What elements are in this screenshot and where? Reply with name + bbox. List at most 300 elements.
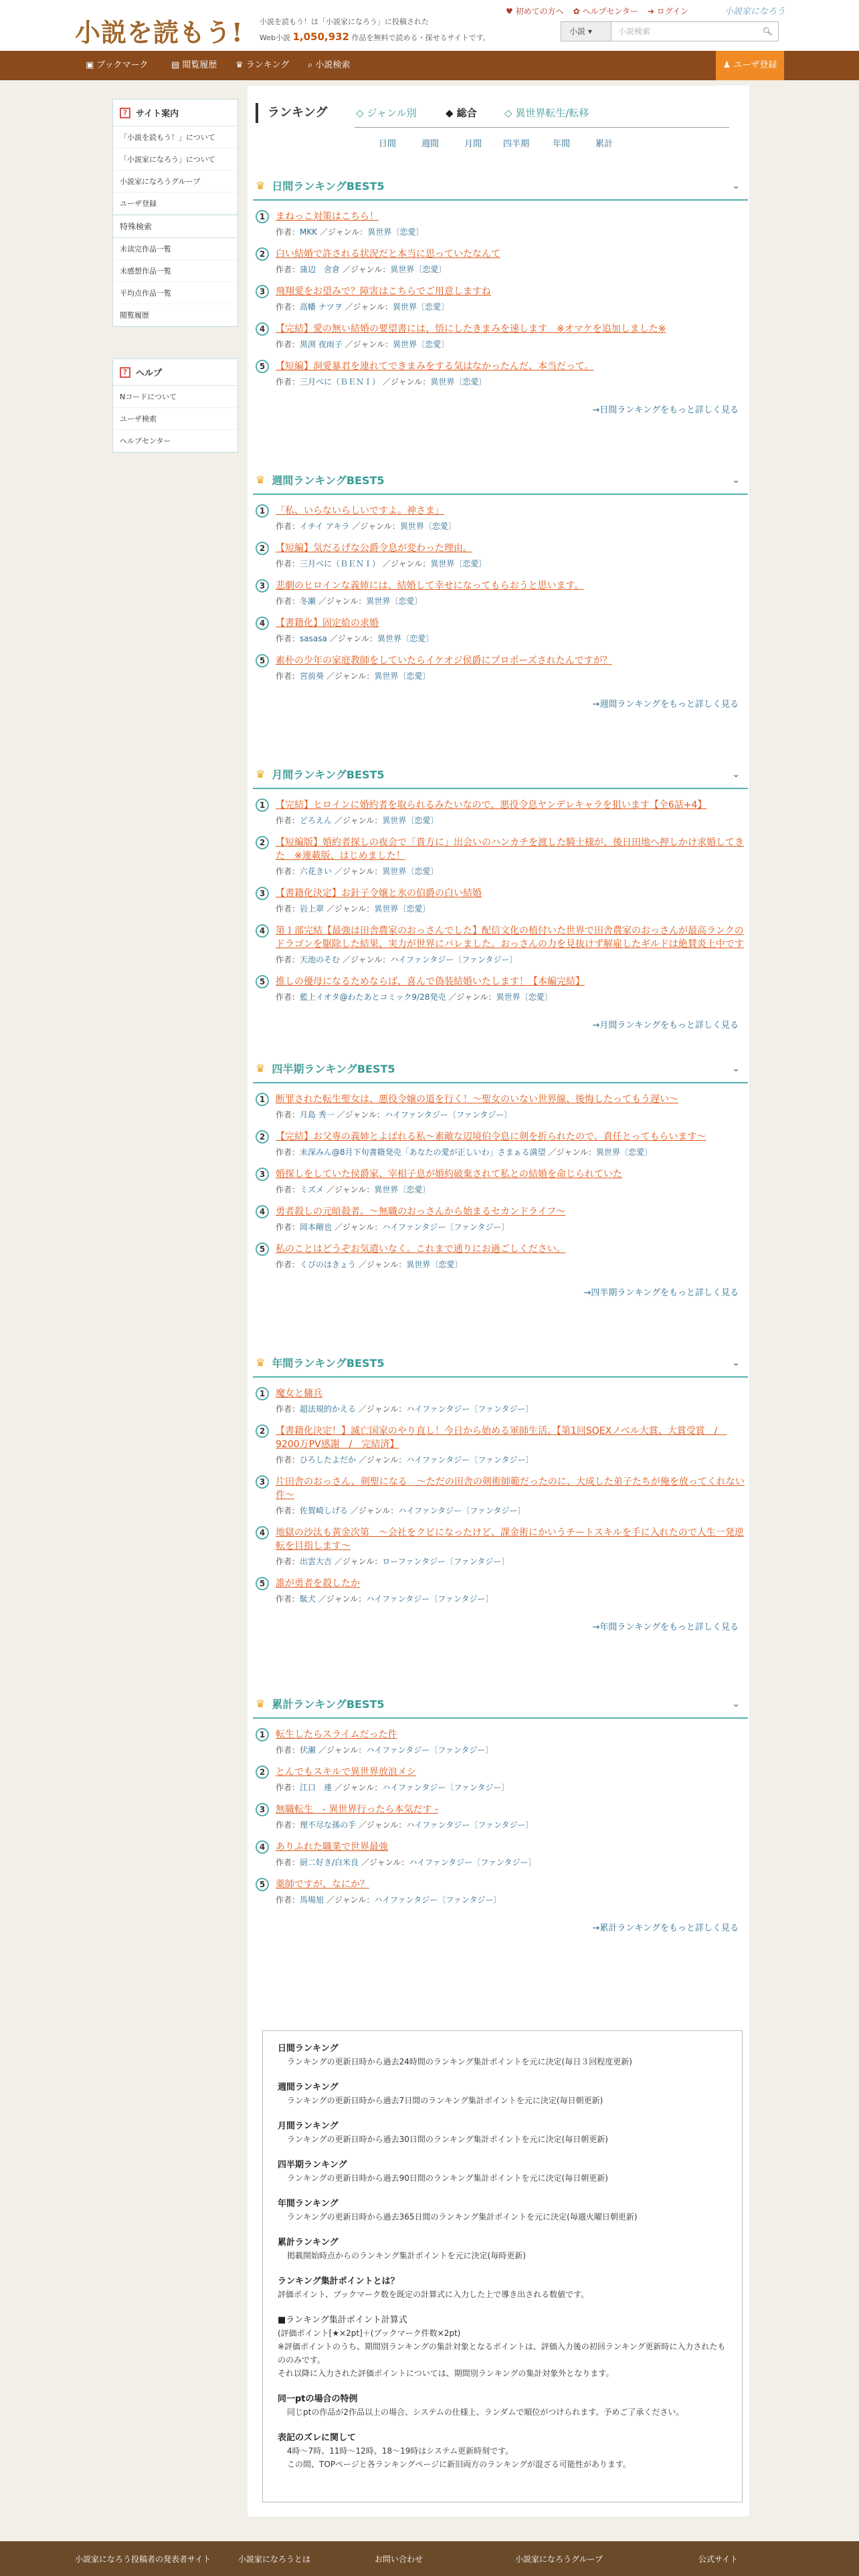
author-link[interactable]: 江口 連 [300,1783,332,1792]
author-link[interactable]: 未深みん@8月下旬書籍発売「あなたの愛が正しいわ」さまぁる満望 [300,1148,546,1157]
author-link[interactable]: MKK [300,227,318,237]
novel-title-link[interactable]: 【完結】愛の無い結婚の要望書には、悟にしたきまみを速します ※オマケを追加しました※ [276,324,666,334]
author-label: 作者： [276,377,300,387]
genre-label: ／ジャンル： [358,1404,407,1414]
note-heading: 表記のズレに関して [278,2433,357,2443]
rank-badge: 2 [256,1424,269,1438]
period-quarterly[interactable]: 四半期 [503,139,530,149]
novel-meta [276,903,748,915]
novel-title-link[interactable]: 転生したらスライムだった件 [276,1729,397,1740]
novel-title-link[interactable]: 「私、いらないらしいですよ。神さま」 [276,506,444,516]
novel-title-link[interactable]: 魔女と傭兵 [276,1388,322,1399]
genre-link[interactable]: ハイファンタジー〔ファンタジー〕 [385,1110,512,1119]
ranking-section [253,1348,748,1632]
sidebar-item[interactable]: ヘルプセンター [113,430,237,452]
rank-badge: 5 [256,360,269,373]
genre-link[interactable]: 異世界〔恋愛〕 [430,559,487,568]
section-title: 年間ランキングBEST5 [272,1356,385,1370]
nav-history[interactable]: ▤ 閲覧履歴 [171,60,217,70]
more-link[interactable]: →四半期ランキングをもっと詳しく見る [583,1288,739,1298]
rank-badge: 3 [256,1168,269,1181]
novel-title-link[interactable]: 【短編】気だるげな公爵令息が変わった理由。 [276,543,472,554]
author-link[interactable]: ミズメ [300,1185,324,1194]
novel-meta [276,865,748,877]
author-link[interactable]: 月島 秀一 [300,1110,335,1119]
tab-overall[interactable]: ◆ 総合 [446,107,477,119]
sidebar-item[interactable]: Nコードについて [113,386,237,408]
genre-link[interactable]: ハイファンタジー〔ファンタジー〕 [382,1783,510,1792]
author-link[interactable]: 駄犬 [300,1594,316,1604]
novel-title-link[interactable]: 第１部完結【最強は田舎農家のおっさんでした】配信文化の植付いた世界で田舎農家のおっさんが最高ランクのドラゴンを駆除した結果、実力が世界にバレました。おっさんの力を見抜けず解雇したギルドは絶賛炎上中です [276,926,744,950]
main-content [248,86,749,2516]
author-link[interactable]: どろえん [300,816,332,825]
genre-label: ／ジャンル： [382,559,431,568]
author-label: 作者： [276,1222,300,1232]
ranking-item [253,798,748,827]
novel-title-link[interactable]: 【書籍化決定】お針子令嬢と氷の伯爵の白い結婚 [276,888,482,899]
rank-badge: 5 [256,1243,269,1256]
sidebar-item[interactable]: ユーザ検索 [113,408,237,430]
novel-meta [276,520,748,532]
author-link[interactable]: 三月べに（ＢＥＮＩ） [300,377,381,387]
novel-meta [276,1259,748,1271]
novel-meta [276,1744,748,1756]
novel-title-link[interactable]: 【短編版】婚約者探しの夜会で「貴方に」出会いのハンカチを渡した騎士様が、後日田地へ押しかけ求婚してきた ※連載版、はじめました！ [276,837,744,861]
author-label: 作者： [276,992,300,1002]
rank-badge: 2 [256,247,269,261]
ranking-item [253,1168,748,1196]
narou-brand-link[interactable]: 小説家になろう [725,7,786,17]
sidebar-special-title: 特殊検索 [113,215,237,238]
author-label: 作者： [276,1455,300,1465]
tab-isekai[interactable]: ◇ 異世界転生/転移 [504,107,589,119]
note-text: ランキングの更新日時から過去90日間のランキング集計ポイントを元に決定(毎日朝更新) [287,2173,608,2183]
author-label: 作者： [276,340,300,349]
genre-link[interactable]: 異世界〔恋愛〕 [393,302,450,312]
novel-title-link[interactable]: 誰が勇者を殺したか [276,1578,360,1589]
rank-badge: 5 [256,975,269,988]
note-heading: 同一ptの場合の特例 [278,2394,358,2404]
author-link[interactable]: 宮前葵 [300,671,324,681]
author-label: 作者： [276,1594,300,1604]
genre-link[interactable]: ハイファンタジー〔ファンタジー〕 [398,1506,526,1515]
genre-link[interactable]: 異世界〔恋愛〕 [382,816,439,825]
ranking-section [253,760,748,1031]
sidebar-item[interactable]: 未读完作品一覧 [113,238,237,260]
genre-label: ／ジャンル： [342,955,391,964]
ranking-item [253,1093,748,1121]
ranking-item [253,1475,748,1517]
genre-label: ／ジャンル： [448,992,496,1002]
rank-badge: 1 [256,210,269,223]
novel-title-link[interactable]: 飛翔愛をお望みで？障害はこちらでご用意しますね [276,286,491,297]
genre-link[interactable]: 異世界〔恋愛〕 [496,992,553,1002]
novel-title-link[interactable]: 【短編】洞愛暴君を連れてできまみをする気はなかったんだ、本当だって。 [276,361,594,372]
genre-label: ／ジャンル： [361,1858,409,1867]
genre-label: ／ジャンル： [326,671,375,681]
sidebar-item[interactable]: 平均点作品一覧 [113,282,237,304]
genre-label: ／ジャンル： [329,634,378,643]
author-link[interactable]: 六花きい [300,867,332,876]
section-header [253,1054,748,1083]
genre-label: ／ジャンル： [345,340,393,349]
genre-link[interactable]: 異世界〔恋愛〕 [393,340,450,349]
tagline-pre: Web小説 [260,33,290,42]
ranking-item [253,360,748,388]
section-header [253,171,748,201]
genre-link[interactable]: 異世界〔恋愛〕 [406,1260,463,1269]
novel-title-link[interactable]: 【書籍化決定！】滅亡国家のやり直し！今日から始める軍師生活。【第1回SQEXノベル大賞、大賞受賞 / 9200万PV感謝 / 完結済】 [276,1426,727,1450]
genre-link[interactable]: ハイファンタジー〔ファンタジー〕 [390,955,518,964]
rank-badge: 2 [256,836,269,849]
period-yearly[interactable]: 年間 [553,139,571,149]
footer-link[interactable]: 公式サイト [698,2555,739,2564]
genre-label: ／ジャンル： [337,1110,385,1119]
novel-meta [276,1454,748,1466]
author-link[interactable]: 天池のそむ [300,955,341,964]
search-input[interactable]: 小説検索 🔍︎ [611,21,779,41]
novel-meta [276,633,748,645]
ranking-item [253,1728,748,1756]
novel-title-link[interactable]: 地獄の沙汰も黄金次第 ～会社をクビになったけど、課金術にかいうチートスキルを手に入れたので人生一発逆転を目指します～ [276,1527,744,1551]
section-title: 累計ランキングBEST5 [272,1697,385,1711]
more-link[interactable]: →日間ランキングをもっと詳しく見る [592,405,739,415]
ranking-item [253,1577,748,1605]
sidebar-item[interactable]: ユーザ登録 [113,193,237,215]
novel-meta [276,338,748,350]
note-heading: 月間ランキング [278,2121,339,2131]
novel-meta [276,1109,748,1121]
rank-badge: 2 [256,1130,269,1144]
header-links [506,5,688,17]
ranking-item [253,285,748,313]
ranking-item [253,210,748,238]
chevron-down-icon: ▾ [587,27,592,36]
author-link[interactable]: 厨二好き/白米良 [300,1858,359,1867]
ranking-section [253,171,748,415]
sidebar-guide [112,99,238,327]
genre-link[interactable]: 異世界〔恋愛〕 [390,265,447,274]
genre-link[interactable]: 異世界〔恋愛〕 [430,377,487,387]
tagline-post: 作品を無料で読める・探せるサイトです。 [351,33,490,42]
genre-link[interactable]: ハイファンタジー〔ファンタジー〕 [406,1455,534,1465]
author-link[interactable]: 蒲辺 舍倉 [300,265,341,274]
novel-meta [276,815,748,827]
author-label: 作者： [276,1745,300,1755]
section-header [253,465,748,495]
help-icon: ? [120,367,130,378]
author-link[interactable]: 冬瀬 [300,597,316,606]
genre-link[interactable]: 異世界〔恋愛〕 [377,634,434,643]
author-label: 作者： [276,1895,300,1905]
rank-badge: 4 [256,924,269,938]
note-heading: ランキング集計ポイントとは？ [278,2276,399,2286]
sidebar-item[interactable]: 閲覧履歴 [113,304,237,326]
genre-link[interactable]: ハイファンタジー〔ファンタジー〕 [409,1858,537,1867]
novel-meta [276,1894,748,1906]
novel-title-link[interactable]: 素朴の少年の家庭教師をしていたらイケオジ侯爵にプロポーズされたんですが？ [276,655,612,666]
author-label: 作者： [276,904,300,914]
genre-link[interactable]: ハイファンタジー〔ファンタジー〕 [382,1222,510,1232]
chevron-down-icon[interactable]: ⌄ [732,1063,740,1074]
rank-badge: 5 [256,1878,269,1891]
footer-link[interactable]: 小説家になろうとは [238,2555,311,2564]
help-center-link[interactable]: ✿ ヘルプセンター [573,7,638,16]
chevron-down-icon[interactable]: ⌄ [732,181,740,191]
section-header [253,1348,748,1378]
more-link[interactable]: →累計ランキングをもっと詳しく見る [592,1923,739,1933]
author-label: 作者： [276,671,300,681]
footer-link[interactable]: 小説家になろうグループ [515,2555,603,2564]
genre-link[interactable]: ハイファンタジー〔ファンタジー〕 [374,1895,502,1905]
note-text: ランキングの更新日時から過去24時間のランキング集計ポイントを元に決定(毎日３回程度更新) [287,2057,632,2066]
novel-meta [276,1856,748,1868]
genre-label: ／ジャンル： [334,867,383,876]
genre-label: ／ジャンル： [334,1557,383,1566]
genre-label: ／ジャンル： [319,227,368,237]
ranking-section [253,1054,748,1298]
sidebar-help [112,358,238,453]
note-heading: 週間ランキング [278,2082,339,2092]
rank-badge: 4 [256,1205,269,1218]
rank-badge: 3 [256,1803,269,1816]
site-header [0,0,859,51]
author-link[interactable]: 藍上イオタ@わたあとコミック9/28発売 [300,992,446,1002]
author-label: 作者： [276,1820,300,1830]
crown-icon: ♛ [256,767,266,780]
novel-title-link[interactable]: 無職転生 - 異世界行ったら本気だす - [276,1804,439,1815]
rank-badge: 2 [256,1765,269,1779]
genre-link[interactable]: ハイファンタジー〔ファンタジー〕 [366,1745,494,1755]
ranking-item [253,504,748,532]
novel-title-link[interactable]: 断罪された転生聖女は、悪役令嬢の道を行く！～聖女のいない世界線、後悔したってもう遅い～ [276,1094,678,1105]
author-link[interactable]: ひろしたよだか [300,1455,357,1465]
novel-title-link[interactable]: まねっこ対策はこちら！ [276,211,379,222]
section-title: 四半期ランキングBEST5 [272,1062,395,1075]
rank-badge: 1 [256,798,269,812]
author-label: 作者： [276,1783,300,1792]
genre-label: ／ジャンル： [548,1148,596,1157]
site-logo[interactable]: 小説を読もう! [75,17,244,47]
first-time-link[interactable]: ♥ 初めての方へ [506,7,564,16]
author-label: 作者： [276,1148,300,1157]
ranking-item [253,322,748,350]
more-link[interactable]: →週間ランキングをもっと詳しく見る [592,700,739,710]
novel-title-link[interactable]: 婚探しをしていた侯爵家、宰相子息が婚約破棄されて私との結婚を命じられていた [276,1169,622,1180]
novel-meta [276,376,748,388]
novel-meta [276,1403,748,1415]
note-heading: 四半期ランキング [278,2160,347,2170]
novel-meta [276,1184,748,1196]
author-link[interactable]: 佐賀崎しげる [300,1506,349,1515]
author-link[interactable]: 三月べに（ＢＥＮＩ） [300,559,381,568]
author-link[interactable]: 出雲大吉 [300,1557,332,1566]
novel-meta [276,1555,748,1568]
chevron-down-icon[interactable]: ⌄ [732,769,740,780]
sidebar-item[interactable]: 小説家になろうグループ [113,171,237,193]
search-type-select[interactable]: 小説 ▾ [561,21,611,41]
note-text: ランキングの更新日時から過去7日間のランキング集計ポイントを元に決定(毎日朝更新) [287,2096,603,2105]
genre-link[interactable]: 異世界〔恋愛〕 [382,867,439,876]
author-link[interactable]: 馬場旭 [300,1895,324,1905]
novel-meta [276,991,748,1003]
author-link[interactable]: 高幡 ナツヲ [300,302,343,312]
sidebar-item[interactable]: 未感想作品一覧 [113,260,237,282]
sidebar-item[interactable]: 「小説を読もう！」について [113,126,237,148]
ranking-notes [262,2030,743,2502]
genre-label: ／ジャンル： [358,1455,407,1465]
genre-link[interactable]: 異世界〔恋愛〕 [374,671,431,681]
novel-title-link[interactable]: とんでもスキルで異世界放浪メシ [276,1767,416,1778]
genre-label: ／ジャンル： [352,522,400,531]
genre-label: ／ジャンル： [358,1260,407,1269]
crown-icon: ♛ [256,1061,266,1075]
author-link[interactable]: イチイ アキラ [300,522,350,531]
author-label: 作者： [276,1557,300,1566]
footer-link[interactable]: 小説家になろう投稿者の発表者サイト [75,2555,211,2564]
genre-link[interactable]: 異世界〔恋愛〕 [366,597,423,606]
more-link[interactable]: →年間ランキングをもっと詳しく見る [592,1622,739,1632]
rank-badge: 4 [256,1840,269,1854]
nav-bookmark[interactable]: ▣ ブックマーク [86,60,149,70]
search-icon[interactable]: 🔍︎ [762,27,773,36]
author-link[interactable]: 理不尽な孫の手 [300,1820,357,1830]
sidebar-guide-title: サイト案内 [136,109,179,119]
rank-badge: 5 [256,1577,269,1590]
ranking-item [253,975,748,1003]
author-link[interactable]: 岡本剛也 [300,1222,332,1232]
author-label: 作者： [276,955,300,964]
ranking-item [253,836,748,877]
rank-badge: 3 [256,887,269,900]
help-icon: ? [120,108,130,118]
login-link[interactable]: ➔ ログイン [647,7,689,16]
section-title: 月間ランキングBEST5 [272,768,385,781]
crown-icon: ♛ [256,1356,266,1369]
author-link[interactable]: 黒渕 夜雨子 [300,340,343,349]
novel-meta [276,226,748,238]
novel-meta [276,1505,748,1517]
ranking-section [253,1689,748,1933]
site-footer [0,2541,859,2576]
genre-label: ／ジャンル： [334,1783,383,1792]
author-link[interactable]: くびのほきょう [300,1260,357,1269]
novel-title-link[interactable]: 【完結】ヒロインに婚約者を取られるみたいなので、悪役令息ヤンデレキャラを狙います【全6話+4】 [276,800,707,811]
genre-label: ／ジャンル： [350,1506,399,1515]
novel-meta [276,1819,748,1831]
page-title: ランキング [256,103,327,123]
note-text: 同じptの作品が2作品以上の場合、システムの仕様上、ランダムで順位がつけられます。予めご了承ください。 [287,2407,684,2417]
genre-label: ／ジャンル： [326,904,375,914]
novel-title-link[interactable]: 白い結婚で許される状況だと本当に思っていたなんて [276,249,500,259]
author-label: 作者： [276,816,300,825]
tagline-line1: 小説を読もう！は「小説家になろう」に投稿された [260,17,429,26]
chevron-down-icon[interactable]: ⌄ [732,1358,740,1368]
ranking-item [253,654,748,682]
genre-link[interactable]: 異世界〔恋愛〕 [399,522,456,531]
author-label: 作者： [276,597,300,606]
note-heading: 累計ランキング [278,2238,339,2248]
ranking-item [253,1840,748,1868]
rank-badge: 1 [256,1728,269,1741]
genre-link[interactable]: ハイファンタジー〔ファンタジー〕 [406,1404,534,1414]
genre-link[interactable]: 異世界〔恋愛〕 [595,1148,652,1157]
author-link[interactable]: sasasa [300,634,327,643]
ranking-item [253,924,748,966]
note-text: ランキングの更新日時から過去365日間のランキング集計ポイントを元に決定(毎週火曜日朝更新) [287,2212,638,2222]
novel-title-link[interactable]: 悲劇のヒロインな義姉には、結婚して幸せになってもらおうと思います。 [276,580,584,591]
tab-genre[interactable]: ◇ ジャンル別 [356,107,417,119]
author-label: 作者： [276,634,300,643]
genre-link[interactable]: ローファンタジー〔ファンタジー〕 [382,1557,510,1566]
novel-title-link[interactable]: 【完結】お父専の義姉とよばれる私～素敵な辺境伯令息に剣を折られたので、責任とってもらいます～ [276,1132,706,1142]
header-search [561,21,779,41]
ranking-item [253,1803,748,1831]
main-nav [0,51,859,80]
novel-meta [276,595,748,607]
ranking-item [253,1526,748,1568]
novel-title-link[interactable]: 片田舎のおっさん、剣聖になる ～ただの田舎の剣術師範だったのに、大成した弟子たちが俺を放ってくれない件～ [276,1477,745,1501]
note-heading: 日間ランキング [278,2044,339,2054]
sidebar-item[interactable]: 「小説家になろう」について [113,148,237,171]
genre-link[interactable]: 異世界〔恋愛〕 [367,227,424,237]
user-register-button[interactable]: ♟ ユーザ登録 [716,51,784,80]
note-text: (評価ポイント[★×2pt]＋(ブックマーク件数×2pt) [278,2329,461,2338]
more-link[interactable]: →月間ランキングをもっと詳しく見る [592,1021,739,1031]
ranking-item [253,247,748,276]
novel-title-link[interactable]: 薬師ですが、なにか？ [276,1879,369,1890]
author-link[interactable]: 超法規的かえる [300,1404,357,1414]
novel-meta [276,558,748,570]
genre-label: ／ジャンル： [326,1895,375,1905]
genre-label: ／ジャンル： [318,597,367,606]
genre-link[interactable]: 異世界〔恋愛〕 [374,1185,431,1194]
author-label: 作者： [276,1185,300,1194]
ranking-item [253,1878,748,1906]
chevron-down-icon[interactable]: ⌄ [732,475,740,486]
author-label: 作者： [276,522,300,531]
genre-label: ／ジャンル： [382,377,431,387]
novel-title-link[interactable]: 推しの優母になるためならば、喜んで偽装結婚いたします！【本編完結】 [276,976,585,987]
genre-link[interactable]: ハイファンタジー〔ファンタジー〕 [366,1594,494,1604]
nav-search[interactable]: ⌕ 小説検索 [308,60,351,70]
novel-meta [276,1221,748,1233]
genre-label: ／ジャンル： [326,1185,375,1194]
nav-ranking[interactable]: ♛ ランキング [235,60,290,70]
period-daily[interactable]: 日間 [379,139,397,149]
period-weekly[interactable]: 週間 [421,139,440,149]
rank-badge: 1 [256,1387,269,1400]
novel-title-link[interactable]: 私のことはどうぞお気遣いなく。これまで通りにお過ごしください。 [276,1244,566,1255]
chevron-down-icon[interactable]: ⌄ [732,1699,740,1709]
rank-badge: 4 [256,1526,269,1539]
period-monthly[interactable]: 月間 [464,139,482,149]
period-total[interactable]: 累計 [595,139,613,149]
genre-link[interactable]: 異世界〔恋愛〕 [374,904,431,914]
novel-meta [276,670,748,682]
genre-link[interactable]: ハイファンタジー〔ファンタジー〕 [406,1820,534,1830]
author-link[interactable]: 伏瀬 [300,1745,316,1755]
novel-meta [276,1593,748,1605]
novel-title-link[interactable]: 勇者殺しの元暗殺者。～無職のおっさんから始まるセカンドライフ～ [276,1206,566,1217]
ranking-item [253,617,748,645]
note-text: ランキングの更新日時から過去30日間のランキング集計ポイントを元に決定(毎日朝更新) [287,2135,608,2144]
novel-title-link[interactable]: ありふれた職業で世界最強 [276,1842,388,1852]
novel-title-link[interactable]: 【書籍化】固定給の求婚 [276,618,379,629]
note-text: それ以降に入力された評価ポイントについては、期間別ランキングの集計対象外となります。 [278,2369,614,2378]
author-link[interactable]: 岩上翠 [300,904,324,914]
footer-link[interactable]: お問い合わせ [375,2555,423,2564]
